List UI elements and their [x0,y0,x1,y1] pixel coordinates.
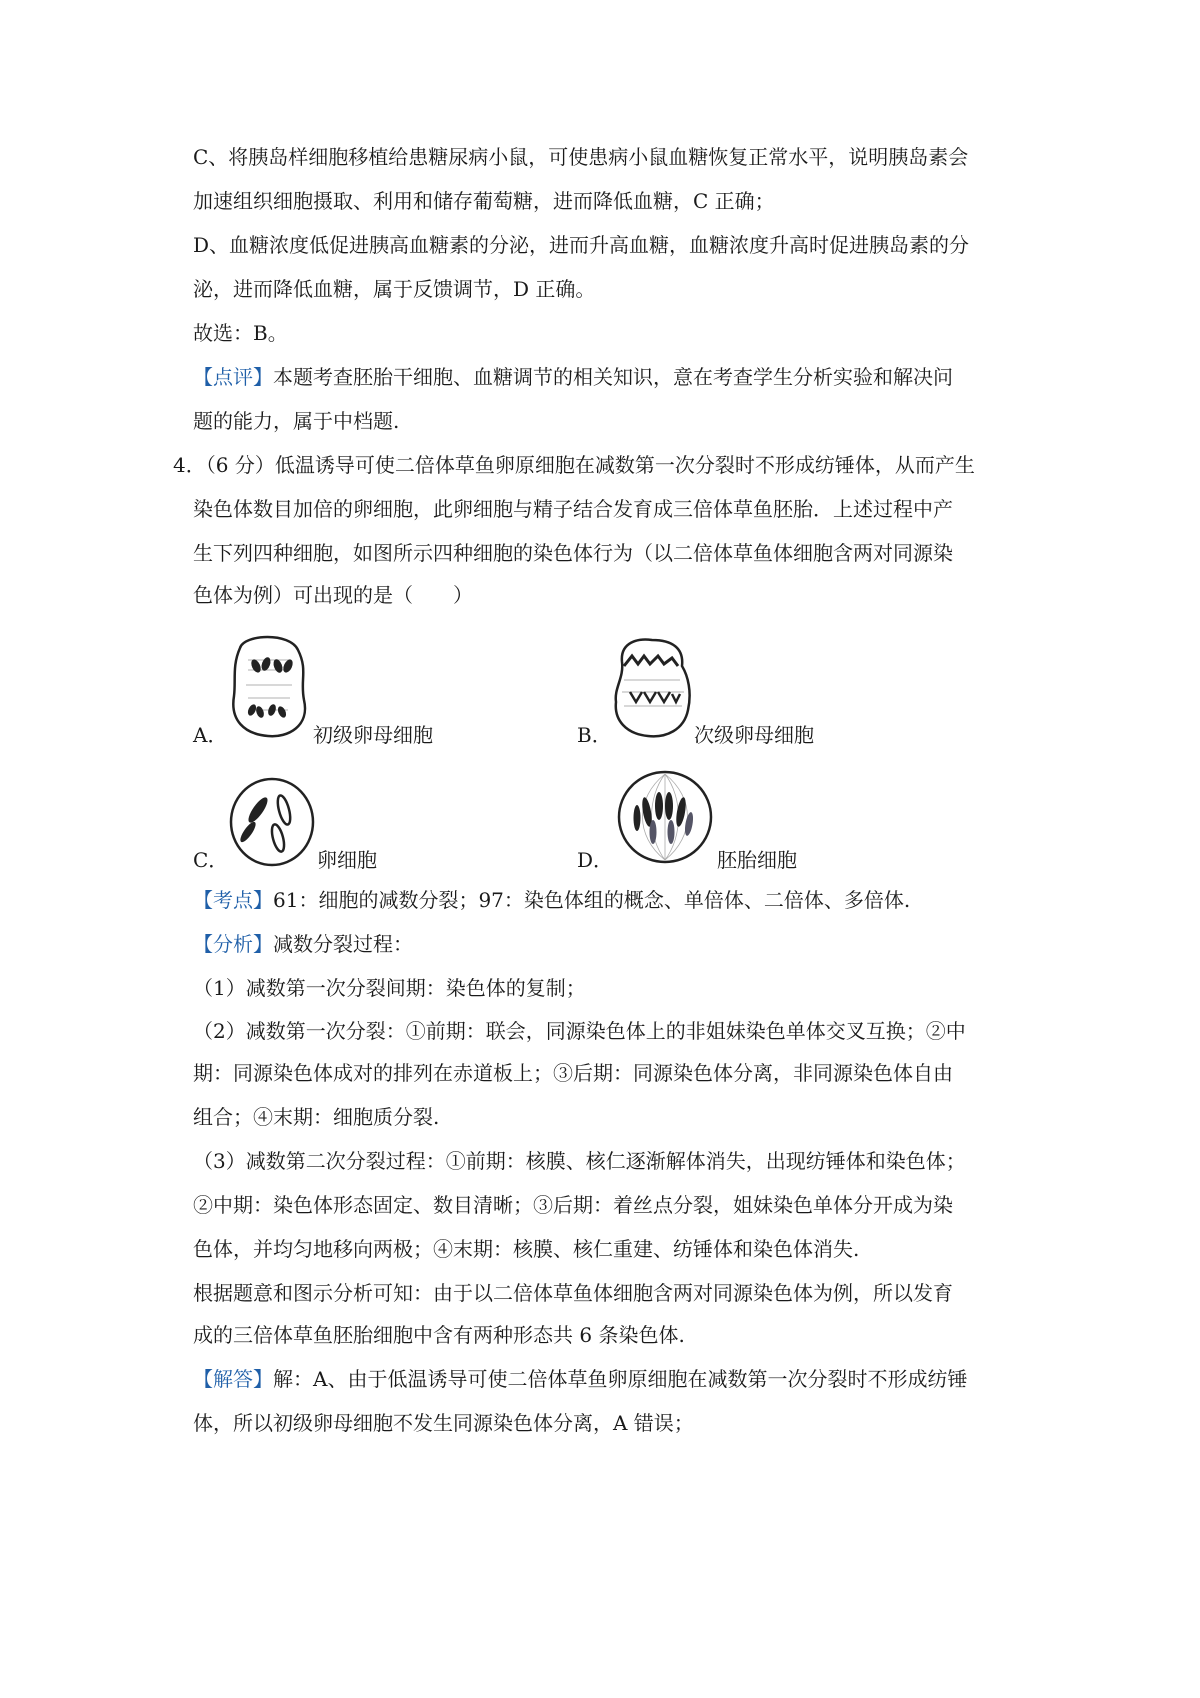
embryo-cell-figure [615,768,715,866]
option-d-label: 胚胎细胞 [717,848,797,872]
question-stem-line-3: 生下列四种细胞，如图所示四种细胞的染色体行为（以二倍体草鱼体细胞含两对同源染 [193,541,953,565]
option-d-letter: D． [577,848,614,872]
kaodian-text: 61：细胞的减数分裂；97：染色体组的概念、单倍体、二倍体、多倍体. [273,888,911,912]
answer-d-line-2: 泌，进而降低血糖，属于反馈调节，D 正确。 [193,277,596,301]
option-a-letter: A． [193,723,228,747]
fenxi-paragraph [193,929,413,959]
option-c-label: 卵细胞 [317,848,377,872]
egg-cell-figure [228,776,316,868]
step-2-line-1: （2）减数第一次分裂：①前期：联会，同源染色体上的非姐妹染色单体交叉互换；②中 [193,1019,966,1043]
kaodian-paragraph [193,885,910,915]
jieda-tag: 【解答】 [193,1367,273,1391]
fenxi-text: 减数分裂过程： [273,932,413,956]
step-1: （1）减数第一次分裂间期：染色体的复制； [193,976,586,1000]
summary-line-1: 根据题意和图示分析可知：由于以二倍体草鱼体细胞含两对同源染色体为例，所以发育 [193,1281,953,1305]
question-stem-line-2: 染色体数目加倍的卵细胞，此卵细胞与精子结合发育成三倍体草鱼胚胎．上述过程中产 [193,497,953,521]
kaodian-tag: 【考点】 [193,888,273,912]
question-number: 4． [173,453,206,477]
secondary-oocyte-figure [608,632,694,742]
review-tag: 【点评】 [193,365,273,389]
question-4-line-1 [173,450,975,480]
answer-choice: 故选：B。 [193,321,288,345]
step-3-line-2: ②中期：染色体形态固定、数目清晰；③后期：着丝点分裂，姐妹染色单体分开成为染 [193,1193,953,1217]
question-stem-line-4: 色体为例）可出现的是（ ） [193,583,473,607]
option-c-letter: C． [193,848,229,872]
jieda-text-line-1: 解：A、由于低温诱导可使二倍体草鱼卵原细胞在减数第一次分裂时不形成纺锤 [273,1367,968,1391]
review-text-line-2: 题的能力，属于中档题. [193,409,400,433]
jieda-paragraph [193,1364,967,1394]
answer-c-line-2: 加速组织细胞摄取、利用和储存葡萄糖，进而降低血糖，C 正确； [193,189,775,213]
answer-c-line-1: C、将胰岛样细胞移植给患糖尿病小鼠，可使患病小鼠血糖恢复正常水平，说明胰岛素会 [193,145,969,169]
review-paragraph-line-1 [193,362,953,392]
question-stem-line-1: （6 分）低温诱导可使二倍体草鱼卵原细胞在减数第一次分裂时不形成纺锤体，从而产生 [205,453,975,477]
jieda-text-line-2: 体，所以初级卵母细胞不发生同源染色体分离，A 错误； [193,1411,694,1435]
option-b-label: 次级卵母细胞 [694,723,814,747]
step-3-line-3: 色体，并均匀地移向两极；④末期：核膜、核仁重建、纺锤体和染色体消失. [193,1237,860,1261]
step-3-line-1: （3）减数第二次分裂过程：①前期：核膜、核仁逐渐解体消失，出现纺锤体和染色体； [193,1149,966,1173]
fenxi-tag: 【分析】 [193,932,273,956]
option-a-label: 初级卵母细胞 [313,723,433,747]
answer-d-line-1: D、血糖浓度低促进胰高血糖素的分泌，进而升高血糖，血糖浓度升高时促进胰岛素的分 [193,233,970,257]
step-2-line-2: 期：同源染色体成对的排列在赤道板上；③后期：同源染色体分离，非同源染色体自由 [193,1061,953,1085]
summary-line-2: 成的三倍体草鱼胚胎细胞中含有两种形态共 6 条染色体. [193,1323,685,1347]
primary-oocyte-figure [228,630,310,742]
option-b-letter: B． [577,723,612,747]
step-2-line-3: 组合；④末期：细胞质分裂. [193,1105,440,1129]
review-text-line-1: 本题考查胚胎干细胞、血糖调节的相关知识，意在考查学生分析实验和解决问 [273,365,953,389]
